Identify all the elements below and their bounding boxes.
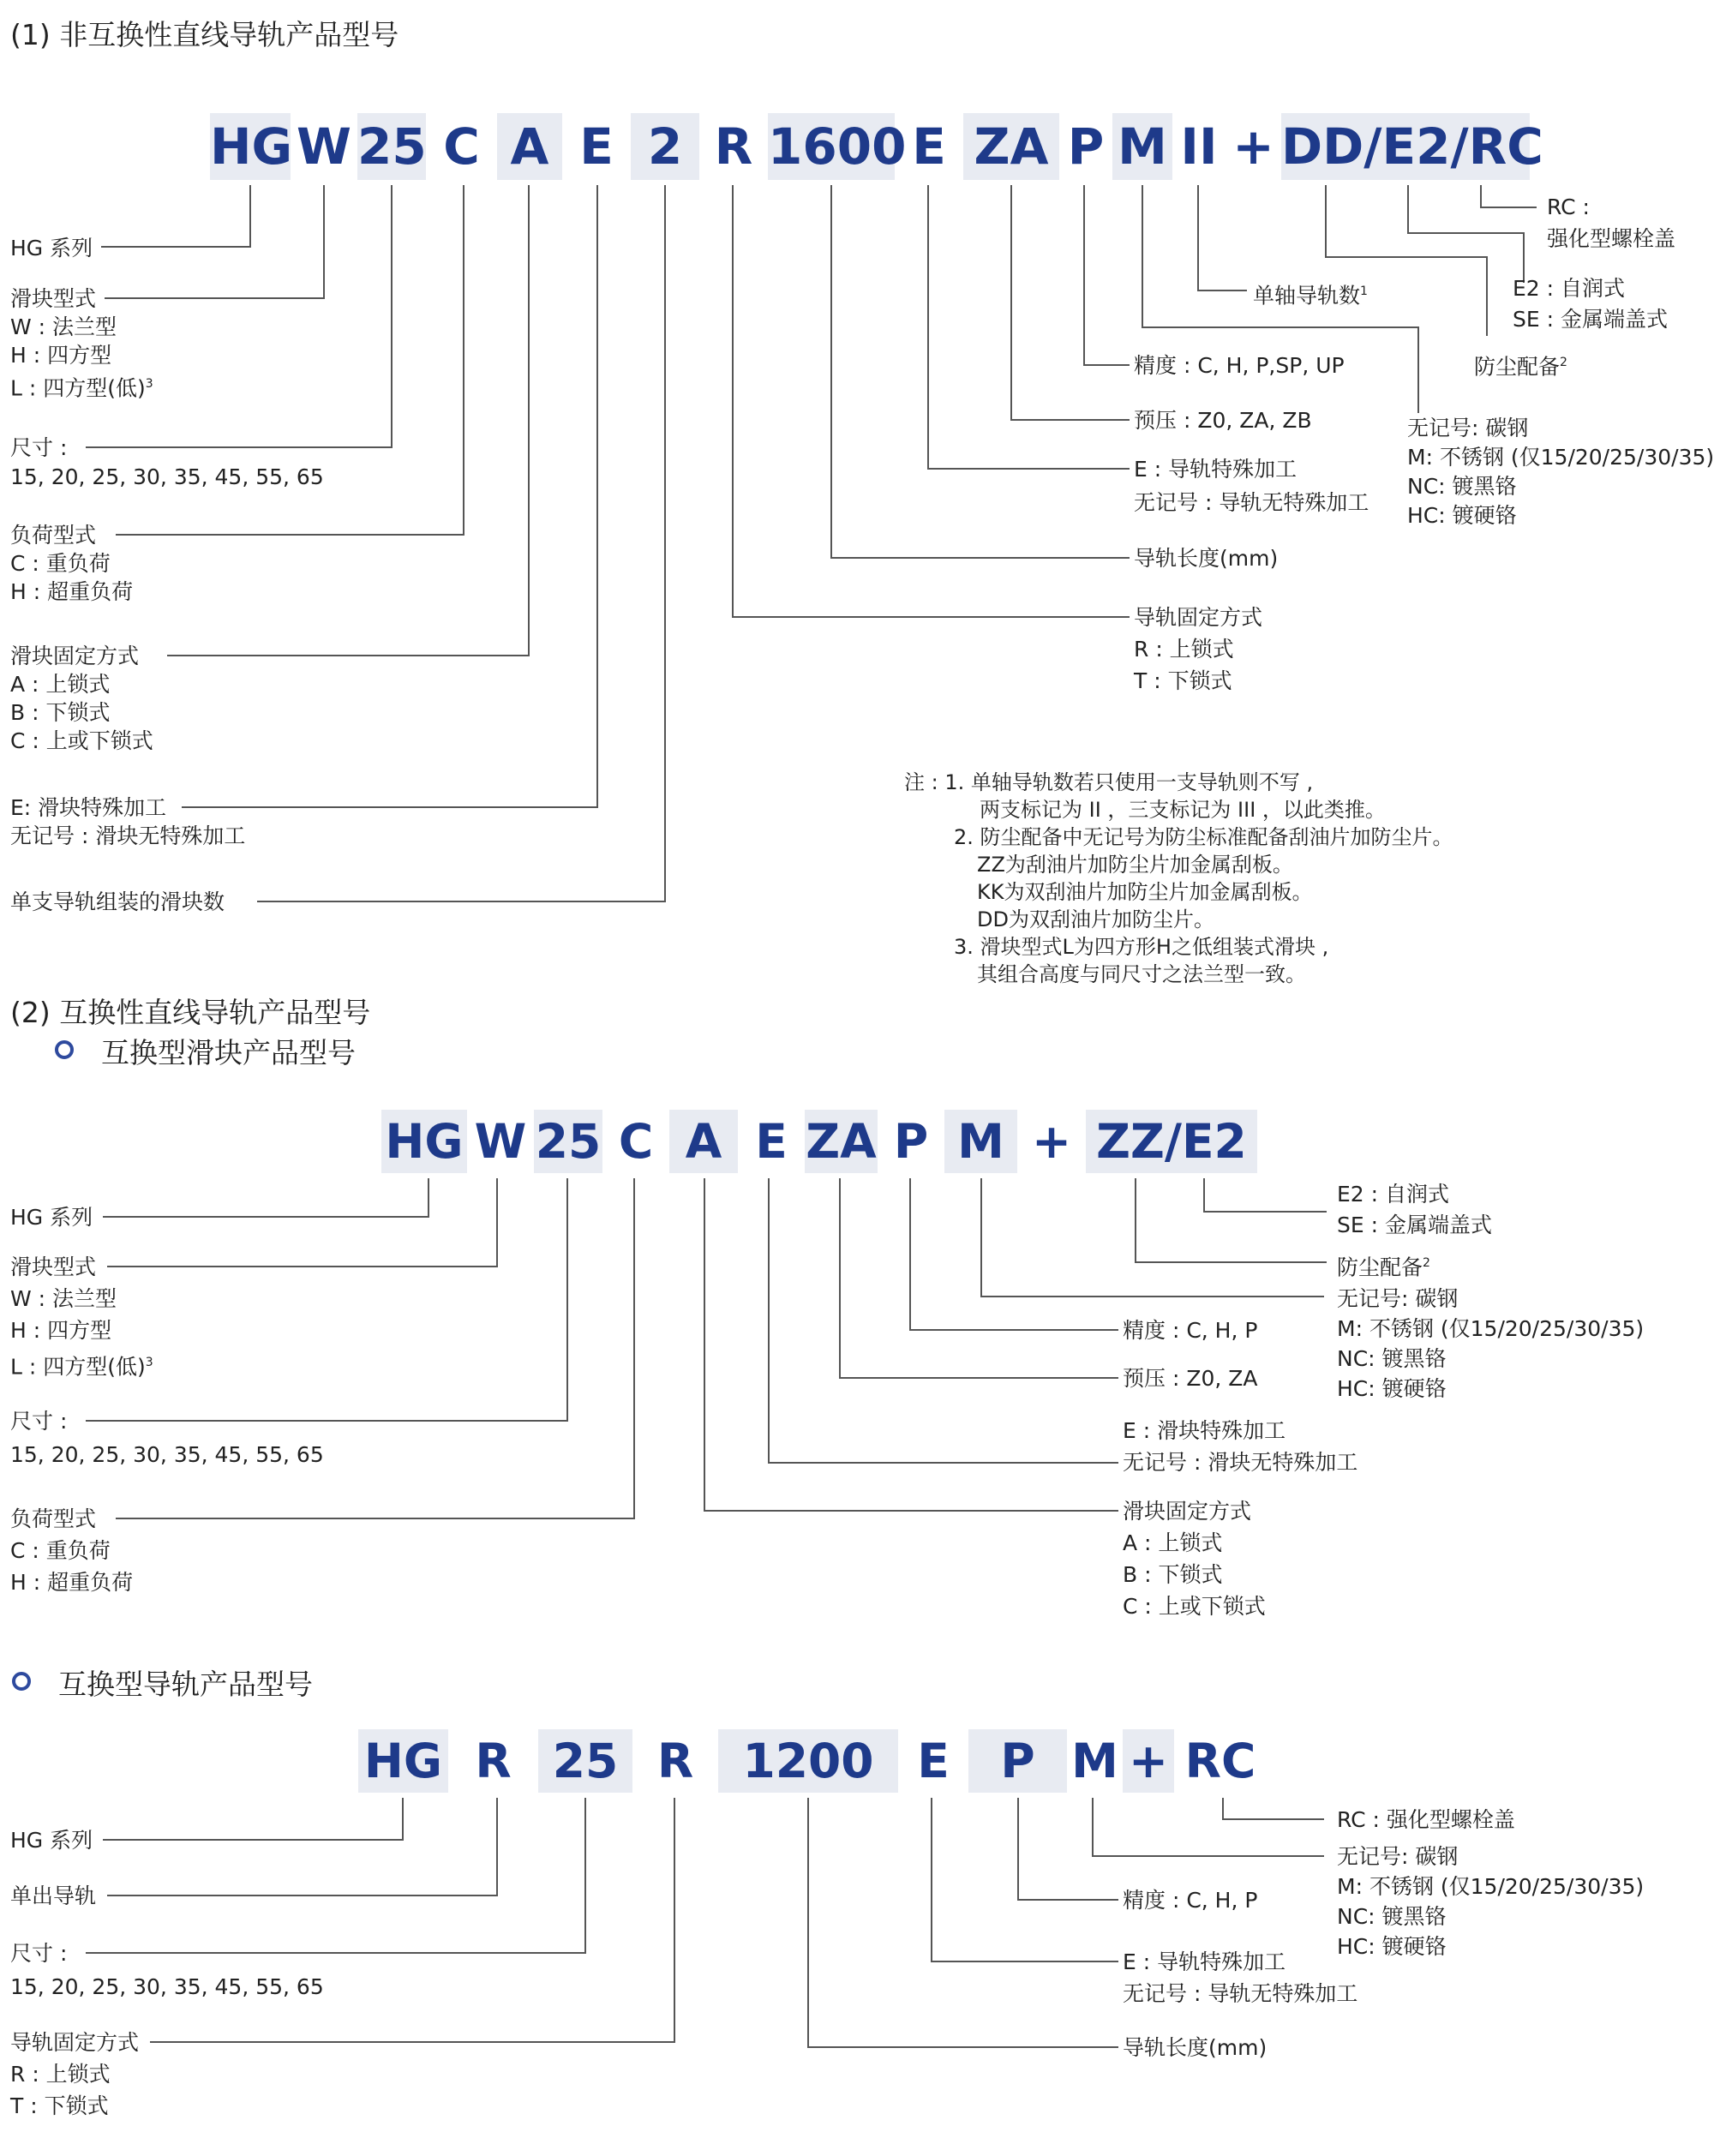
label-material: 无记号: 碳钢 [1407, 416, 1529, 440]
label-precision: 精度 : C, H, P [1123, 1318, 1258, 1343]
label-mount: 滑块固定方式 [1123, 1499, 1252, 1524]
bullet-icon [55, 1040, 74, 1059]
code-segment: ZA [963, 113, 1059, 180]
bullet-icon [12, 1672, 31, 1691]
code-segment: + [1232, 117, 1274, 176]
code-segment: DD/E2/RC [1281, 113, 1530, 180]
label-single-rail: 单轴导轨数$^1$ [1253, 283, 1368, 308]
label-precision: 精度 : C, H, P [1123, 1888, 1258, 1913]
label-series: HG 系列 [10, 1828, 93, 1853]
label-material: HC: 镀硬铬 [1337, 1934, 1447, 1959]
label-block-type-item: L : 四方型(低)$^3$ [10, 1354, 153, 1380]
label-size-values: 15, 20, 25, 30, 35, 45, 55, 65 [10, 1974, 324, 1999]
label-material: HC: 镀硬铬 [1407, 503, 1517, 528]
code-segment: 25 [357, 113, 426, 180]
note-line: 注 : 1. 单轴导轨数若只使用一支导轨则不写 , [904, 770, 1314, 794]
label-mount-item: B : 下锁式 [10, 700, 111, 725]
label-mount-item: C : 上或下锁式 [10, 728, 153, 753]
label-material: NC: 镀黑铬 [1337, 1346, 1447, 1371]
section3-subtitle: 互换型导轨产品型号 [58, 1668, 313, 1701]
label-load-item: H : 超重负荷 [10, 579, 134, 604]
label-mount-item: T : 下锁式 [10, 2093, 109, 2118]
label-special: E : 导轨特殊加工 [1123, 1949, 1286, 1974]
code-segment: M [1071, 1734, 1118, 1788]
label-se: SE : 金属端盖式 [1513, 307, 1668, 332]
label-rail: 单出导轨 [10, 1884, 97, 1908]
label-mount-item: A : 上锁式 [10, 672, 111, 697]
code-segment: E [912, 117, 946, 176]
label-material: 无记号: 碳钢 [1337, 1844, 1459, 1869]
label-special: E : 滑块特殊加工 [1123, 1418, 1286, 1443]
label-size: 尺寸 : [10, 1941, 68, 1966]
code-segment: HG [210, 113, 291, 180]
label-load-item: H : 超重负荷 [10, 1570, 134, 1595]
note-line: 两支标记为 II ，三支标记为 III ，以此类推。 [980, 798, 1386, 822]
label-e2: E2 : 自润式 [1513, 276, 1626, 301]
code-segment: M [1112, 113, 1172, 180]
label-preload: 预压 : Z0, ZA, ZB [1134, 408, 1312, 433]
label-block-type-item: W : 法兰型 [10, 1286, 117, 1311]
note-line: 3. 滑块型式L为四方形H之低组装式滑块 , [954, 935, 1329, 959]
label-size: 尺寸 : [10, 435, 68, 460]
section2-subtitle: 互换型滑块产品型号 [101, 1036, 356, 1069]
label-material: NC: 镀黑铬 [1337, 1904, 1447, 1929]
label-dust: 防尘配备$^2$ [1337, 1255, 1430, 1280]
code-segment: E [579, 117, 614, 176]
label-block-count: 单支导轨组装的滑块数 [10, 889, 225, 914]
label-rc-desc: 强化型螺栓盖 [1547, 226, 1676, 251]
code-segment: A [669, 1110, 738, 1173]
code-segment: P [968, 1729, 1067, 1793]
label-material: M: 不锈钢 (仅15/20/25/30/35) [1337, 1874, 1645, 1899]
label-mount: 滑块固定方式 [10, 644, 140, 668]
code-segment: R [656, 1734, 694, 1788]
code-segment: ZA [805, 1110, 878, 1173]
label-se: SE : 金属端盖式 [1337, 1213, 1492, 1237]
code-segment: C [443, 117, 480, 176]
code-segment: P [893, 1114, 929, 1169]
code-segment: E [917, 1734, 950, 1788]
label-material: M: 不锈钢 (仅15/20/25/30/35) [1337, 1316, 1645, 1341]
note-line: KK为双刮油片加防尘片加金属刮板。 [977, 880, 1313, 904]
code-segment: 1200 [718, 1729, 898, 1793]
label-rail-mount: 导轨固定方式 [1134, 605, 1263, 630]
label-mount-item: C : 上或下锁式 [1123, 1594, 1266, 1619]
label-block-type: 滑块型式 [10, 1255, 97, 1279]
label-mount-item: R : 上锁式 [10, 2062, 111, 2087]
label-rail-length: 导轨长度(mm) [1134, 546, 1279, 571]
label-block-type-item: H : 四方型 [10, 1318, 112, 1343]
label-special-item: 无记号 : 滑块无特殊加工 [1123, 1450, 1358, 1475]
section2-title: (2) 互换性直线导轨产品型号 [10, 996, 371, 1029]
label-dust: 防尘配备$^2$ [1474, 354, 1567, 380]
note-line: ZZ为刮油片加防尘片加金属刮板。 [977, 853, 1293, 877]
label-e2: E2 : 自润式 [1337, 1182, 1450, 1207]
code-segment: 2 [631, 113, 699, 180]
code-segment: ZZ/E2 [1086, 1110, 1257, 1173]
label-rail-special: E : 导轨特殊加工 [1134, 457, 1297, 482]
code-segment: 25 [534, 1110, 602, 1173]
label-block-type: 滑块型式 [10, 286, 97, 311]
label-mount-item: A : 上锁式 [1123, 1530, 1223, 1555]
label-special: E: 滑块特殊加工 [10, 795, 167, 820]
note-line: DD为双刮油片加防尘片。 [977, 907, 1214, 931]
label-load: 负荷型式 [10, 1506, 97, 1531]
label-mount-item: B : 下锁式 [1123, 1562, 1223, 1587]
code-segment: 1600 [768, 113, 895, 180]
code-segment: P [1067, 117, 1105, 176]
code-segment: M [944, 1110, 1017, 1173]
code-segment: + [1123, 1729, 1174, 1793]
label-load: 负荷型式 [10, 523, 97, 548]
label-block-type-item: H : 四方型 [10, 343, 112, 368]
label-size-values: 15, 20, 25, 30, 35, 45, 55, 65 [10, 464, 324, 489]
label-rail-mount-item: R : 上锁式 [1134, 637, 1234, 662]
label-mount: 导轨固定方式 [10, 2030, 140, 2055]
label-series: HG 系列 [10, 1205, 93, 1230]
note-line: 2. 防尘配备中无记号为防尘标准配备刮油片加防尘片。 [954, 825, 1453, 849]
label-preload: 预压 : Z0, ZA [1123, 1366, 1258, 1391]
code-segment: W [474, 1114, 527, 1169]
label-block-type-item: L : 四方型(低)$^3$ [10, 375, 153, 401]
code-segment: C [618, 1114, 654, 1169]
code-segment: A [497, 113, 562, 180]
code-segment: II [1180, 117, 1218, 176]
code-segment: RC [1184, 1734, 1256, 1788]
code-segment: HG [381, 1110, 467, 1173]
code-segment: HG [358, 1729, 448, 1793]
label-material: 无记号: 碳钢 [1337, 1286, 1459, 1311]
label-rail-special-item: 无记号 : 导轨无特殊加工 [1134, 490, 1369, 515]
label-load-item: C : 重负荷 [10, 551, 111, 576]
label-material: HC: 镀硬铬 [1337, 1376, 1447, 1401]
label-special-item: 无记号 : 滑块无特殊加工 [10, 823, 246, 848]
label-rail-mount-item: T : 下锁式 [1134, 668, 1232, 693]
label-rc: RC : 强化型螺栓盖 [1337, 1807, 1515, 1832]
code-segment: 25 [538, 1729, 632, 1793]
label-block-type-item: W : 法兰型 [10, 314, 117, 339]
label-precision: 精度 : C, H, P,SP, UP [1134, 353, 1345, 378]
section1-title: (1) 非互换性直线导轨产品型号 [10, 18, 399, 51]
label-series: HG 系列 [10, 236, 93, 261]
label-rc: RC : [1547, 195, 1590, 219]
code-segment: R [475, 1734, 512, 1788]
label-special-item: 无记号 : 导轨无特殊加工 [1123, 1981, 1358, 2006]
label-rail-length: 导轨长度(mm) [1123, 2035, 1268, 2060]
note-line: 其组合高度与同尺寸之法兰型一致。 [977, 962, 1306, 986]
label-load-item: C : 重负荷 [10, 1538, 111, 1563]
code-segment: R [714, 117, 753, 176]
label-size-values: 15, 20, 25, 30, 35, 45, 55, 65 [10, 1442, 324, 1467]
label-material: M: 不锈钢 (仅15/20/25/30/35) [1407, 445, 1714, 470]
label-material: NC: 镀黑铬 [1407, 474, 1517, 499]
code-segment: W [297, 117, 351, 176]
code-segment: + [1031, 1114, 1072, 1169]
code-segment: E [755, 1114, 788, 1169]
label-size: 尺寸 : [10, 1409, 68, 1434]
